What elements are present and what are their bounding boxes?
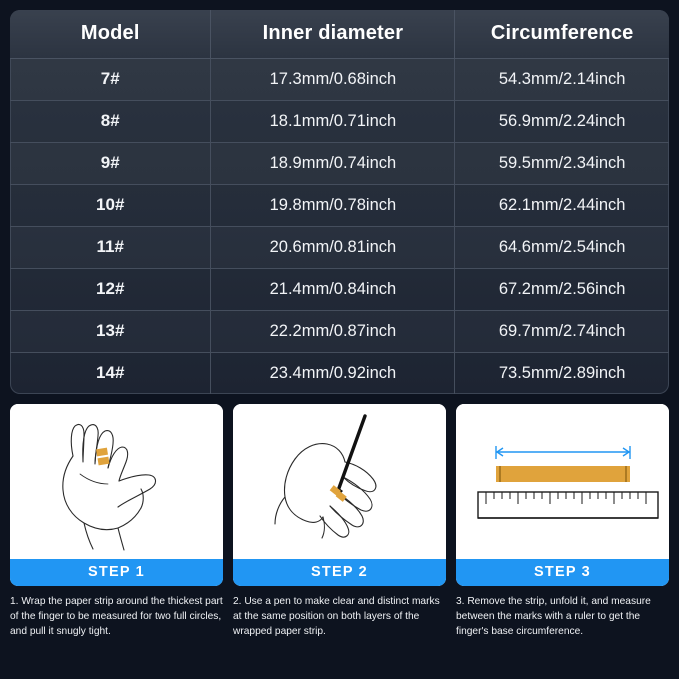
cell-model: 7#: [10, 59, 211, 101]
cell-circumference: 56.9mm/2.24inch: [455, 101, 669, 143]
cell-model: 14#: [10, 353, 211, 395]
table-row: [10, 185, 669, 227]
table-row: [10, 353, 669, 395]
steps-row: [10, 404, 669, 586]
table-row: [10, 59, 669, 101]
cell-model: 9#: [10, 143, 211, 185]
ring-size-table: [10, 10, 669, 394]
column-header-inner-diameter: Inner diameter: [211, 10, 455, 59]
hand-with-paper-strip-illustration: [10, 404, 223, 559]
cell-inner-diameter: 23.4mm/0.92inch: [211, 353, 455, 395]
step-card-1: [10, 404, 223, 586]
step-card-2: [233, 404, 446, 586]
cell-model: 12#: [10, 269, 211, 311]
cell-inner-diameter: 19.8mm/0.78inch: [211, 185, 455, 227]
ruler-measuring-strip-illustration: [456, 404, 669, 559]
cell-inner-diameter: 18.1mm/0.71inch: [211, 101, 455, 143]
cell-circumference: 59.5mm/2.34inch: [455, 143, 669, 185]
cell-model: 11#: [10, 227, 211, 269]
cell-circumference: 69.7mm/2.74inch: [455, 311, 669, 353]
pen-marking-strip-illustration: [233, 404, 446, 559]
cell-circumference: 67.2mm/2.56inch: [455, 269, 669, 311]
cell-model: 8#: [10, 101, 211, 143]
step-label-3: STEP 3: [456, 559, 669, 586]
paper-strip: [496, 466, 630, 482]
size-table-container: [10, 10, 669, 394]
cell-circumference: 62.1mm/2.44inch: [455, 185, 669, 227]
cell-inner-diameter: 20.6mm/0.81inch: [211, 227, 455, 269]
paper-strip: [96, 448, 109, 466]
cell-inner-diameter: 21.4mm/0.84inch: [211, 269, 455, 311]
step-caption-2: 2. Use a pen to make clear and distinct marks at the same position on both layers of the wrapped paper strip.: [233, 596, 440, 637]
cell-model: 10#: [10, 185, 211, 227]
column-header-model: Model: [10, 10, 211, 59]
step-caption-1: 1. Wrap the paper strip around the thickest part of the finger to be measured for two full circles, and pull it snugly tight.: [10, 596, 223, 637]
cell-circumference: 73.5mm/2.89inch: [498, 363, 626, 382]
step-label-1: STEP 1: [10, 559, 223, 586]
cell-model: 13#: [10, 311, 211, 353]
ruler-icon: [478, 492, 658, 518]
table-row: [10, 269, 669, 311]
pen-icon: [337, 416, 365, 497]
column-header-circumference: Circumference: [455, 10, 669, 59]
step-card-3: [456, 404, 669, 586]
table-row: [10, 227, 669, 269]
table-row: [10, 143, 669, 185]
cell-circumference: 54.3mm/2.14inch: [455, 59, 669, 101]
cell-inner-diameter: 18.9mm/0.74inch: [211, 143, 455, 185]
table-header-row: [10, 10, 669, 59]
step-caption-3: 3. Remove the strip, unfold it, and measure between the marks with a ruler to get the finger's base circumference.: [456, 596, 651, 637]
cell-inner-diameter: 17.3mm/0.68inch: [211, 59, 455, 101]
captions-row: [10, 595, 669, 639]
measure-arrow: [496, 446, 630, 459]
table-row: [10, 101, 669, 143]
cell-circumference: 64.6mm/2.54inch: [455, 227, 669, 269]
table-row: [10, 311, 669, 353]
cell-inner-diameter: 22.2mm/0.87inch: [211, 311, 455, 353]
step-label-2: STEP 2: [233, 559, 446, 586]
